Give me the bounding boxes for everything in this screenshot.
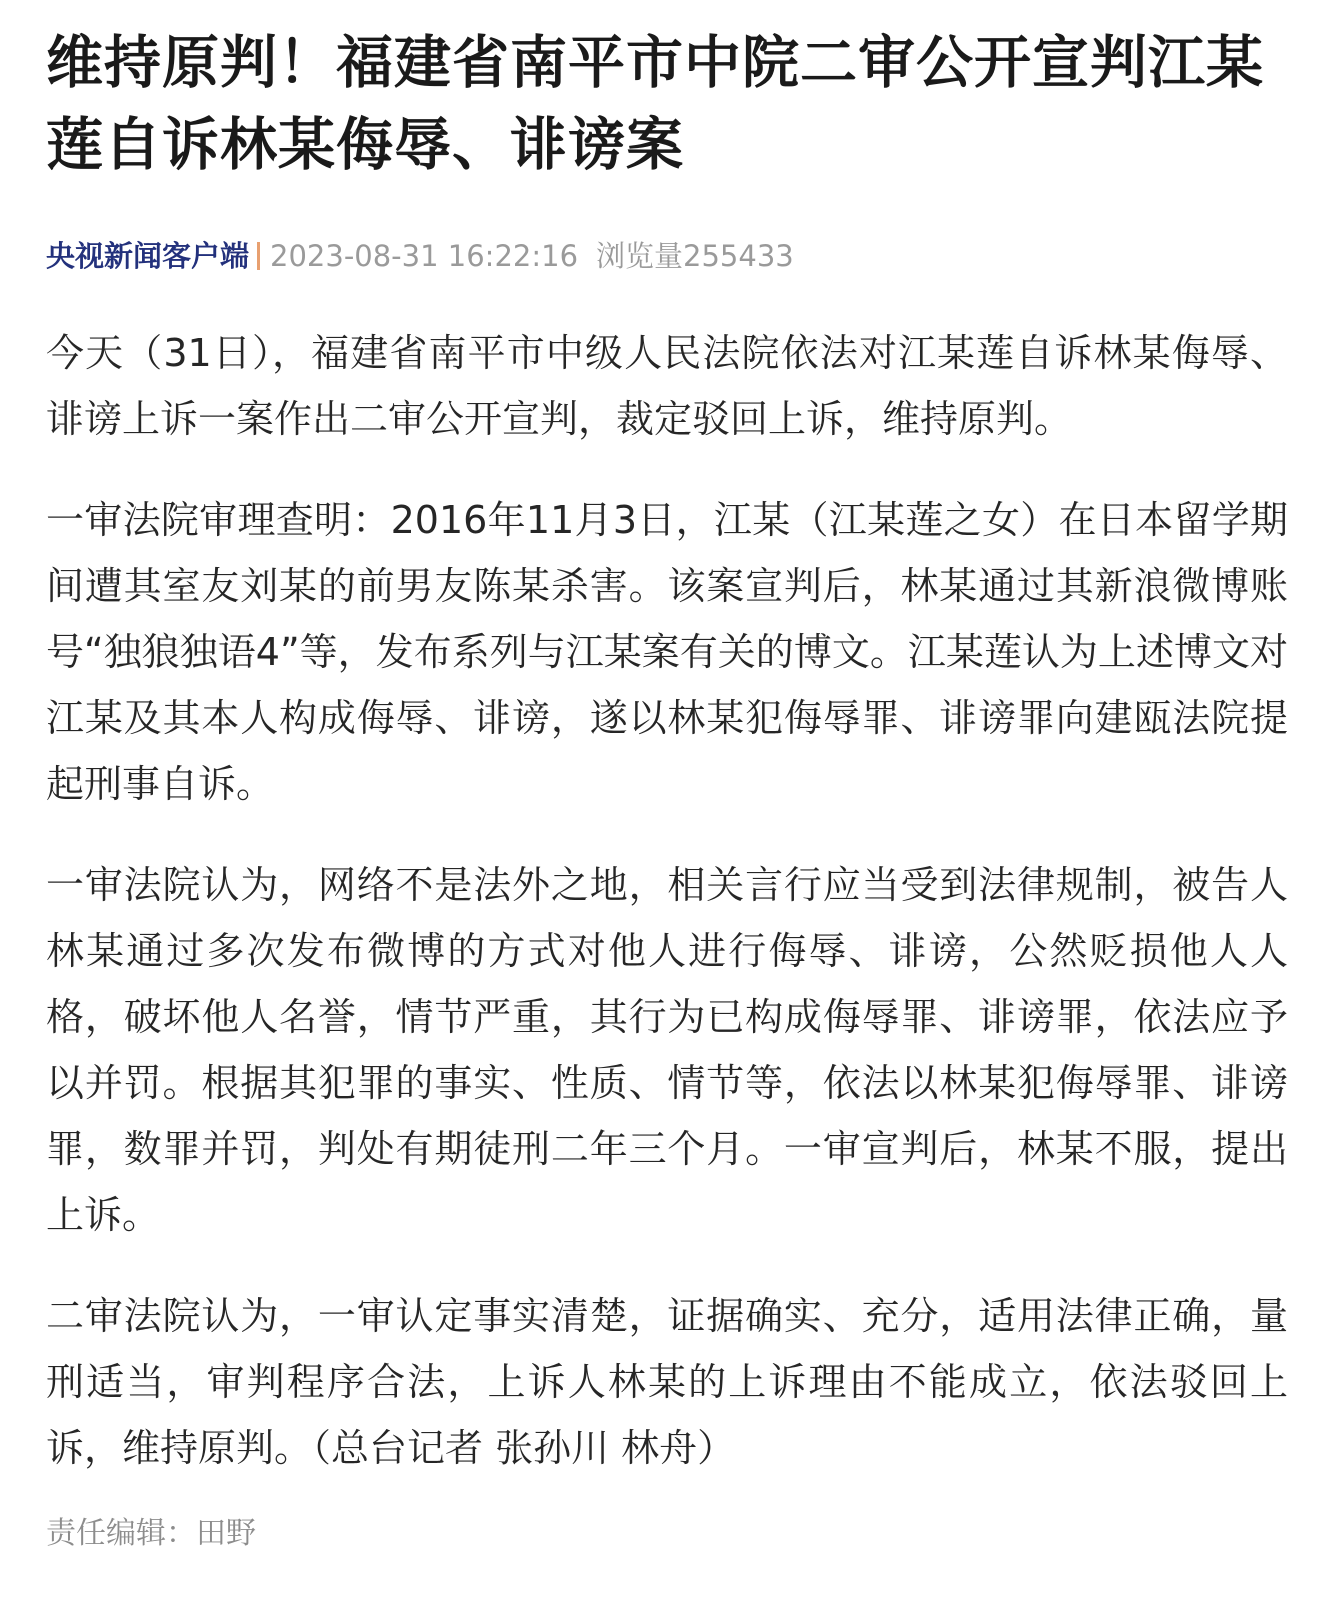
- paragraph: 二审法院认为，一审认定事实清楚，证据确实、充分，适用法律正确，量刑适当，审判程序合法，上诉人林某的上诉理由不能成立，依法驳回上诉，维持原判。（总台记者 张孙川 林舟）: [46, 1294, 1288, 1470]
- responsible-editor: 责任编辑：田野: [46, 1516, 256, 1551]
- source-link[interactable]: 央视新闻客户端: [46, 239, 250, 273]
- meta-divider: [257, 242, 260, 270]
- article-body: [46, 320, 1288, 1481]
- publish-datetime: 2023-08-31 16:22:16: [270, 239, 579, 273]
- view-count: 浏览量255433: [596, 239, 794, 273]
- article-title: 维持原判！福建省南平市中院二审公开宣判江某莲自诉林某侮辱、诽谤案: [46, 30, 1264, 178]
- paragraph: 一审法院审理查明：2016年11月3日，江某（江某莲之女）在日本留学期间遭其室友刘某的前男友陈某杀害。该案宣判后，林某通过其新浪微博账号“独狼独语4”等，发布系列与江某案有关的博文。江某莲认为上述博文对江某及其本人构成侮辱、诽谤，遂以林某犯侮辱罪、诽谤罪向建瓯法院提起刑事自诉。: [46, 498, 1288, 806]
- paragraph: 一审法院认为，网络不是法外之地，相关言行应当受到法律规制，被告人林某通过多次发布微博的方式对他人进行侮辱、诽谤，公然贬损他人人格，破坏他人名誉，情节严重，其行为已构成侮辱罪、诽谤罪，依法应予以并罚。根据其犯罪的事实、性质、情节等，依法以林某犯侮辱罪、诽谤罪，数罪并罚，判处有期徒刑二年三个月。一审宣判后，林某不服，提出上诉。: [46, 863, 1288, 1237]
- paragraph: 今天（31日），福建省南平市中级人民法院依法对江某莲自诉林某侮辱、诽谤上诉一案作出二审公开宣判，裁定驳回上诉，维持原判。: [46, 331, 1288, 441]
- article-meta: [46, 236, 1288, 276]
